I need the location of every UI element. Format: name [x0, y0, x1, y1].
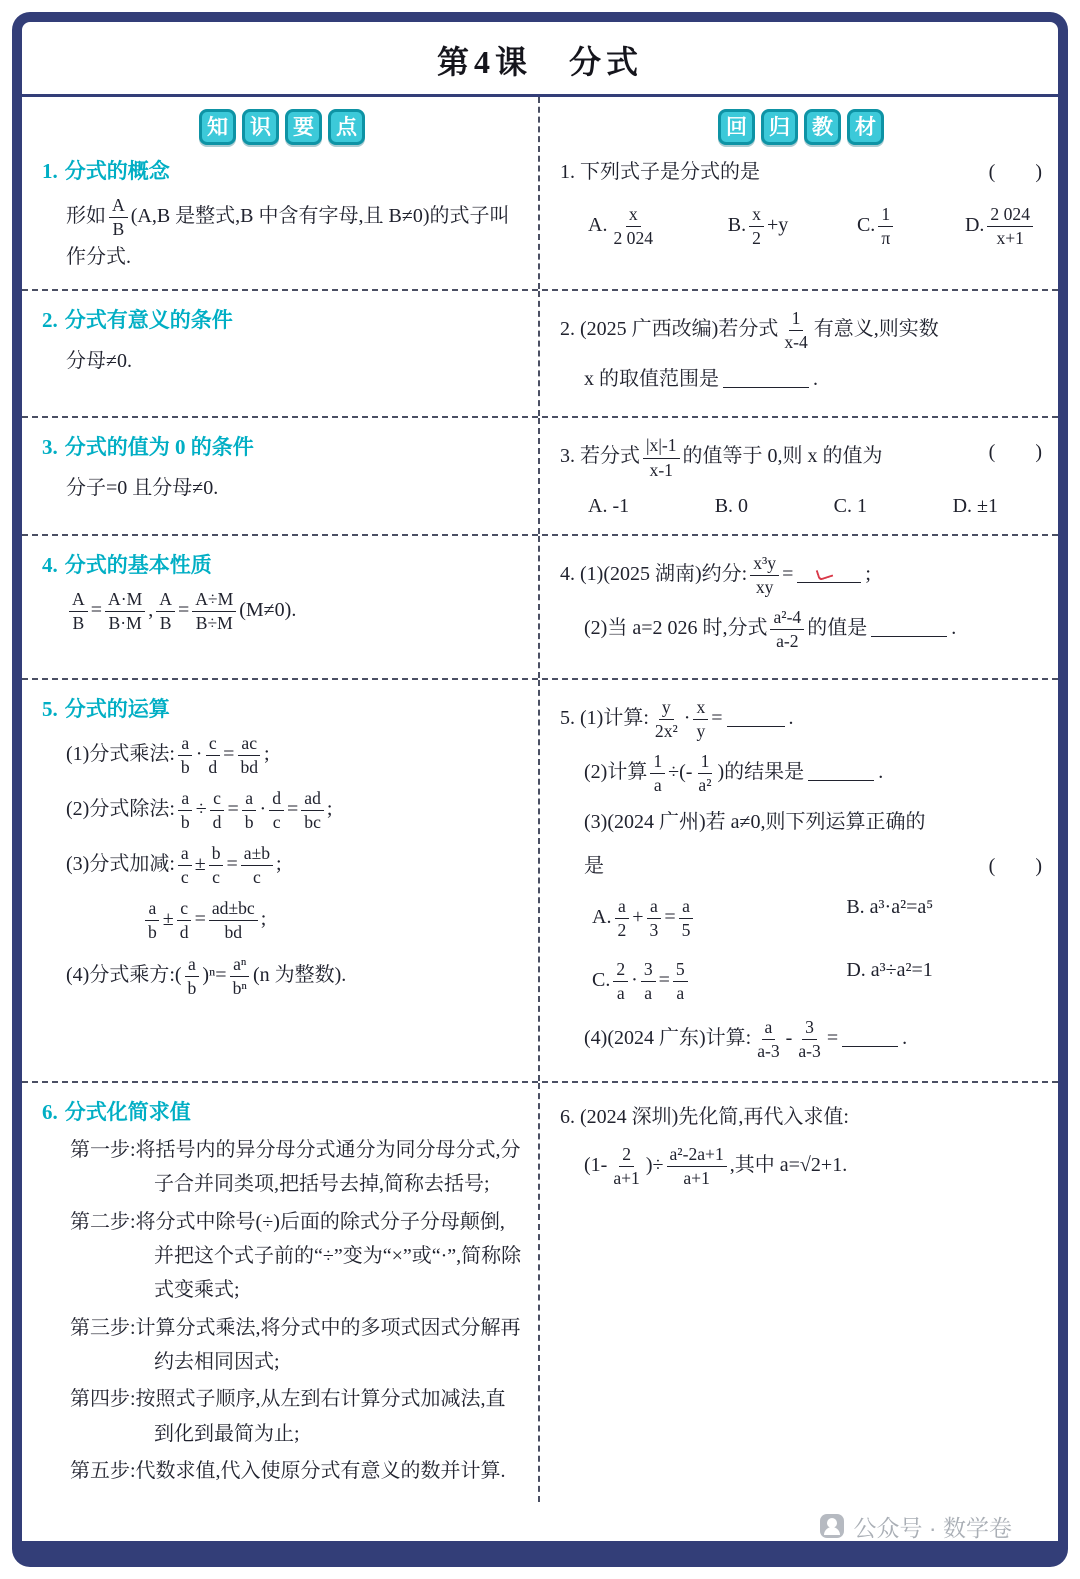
section-6-title [42, 1096, 522, 1126]
problem-2-line [584, 362, 1042, 397]
fraction: $\frac{x}{2}$ [749, 204, 764, 249]
answer-blank [808, 759, 874, 781]
option-d: D. ±1 [952, 494, 998, 517]
knowledge-cell-3 [22, 418, 540, 533]
fraction: $\frac{A\cdot M}{B\cdot M}$ [105, 589, 145, 634]
option-a: A. -1 [588, 494, 630, 517]
step-2: 第二步:将分式中除号(÷)后面的除式分子分母颠倒,并把这个式子前的“÷”变为“×”或“·”,简称除式变乘式; [70, 1210, 522, 1302]
problem-text: 1. 下列式子是分式的是 [560, 161, 760, 183]
answer-blank [797, 561, 861, 583]
knowledge-cell-1 [22, 97, 540, 289]
row-1 [22, 97, 1058, 289]
fraction: $\frac{y}{\text{2x²}}$ [654, 696, 678, 741]
fraction: $\frac{2}{a+1}$ [613, 1143, 640, 1188]
fraction: $\frac{c}{d}$ [210, 788, 225, 833]
fraction: $\frac{5}{a}$ [673, 959, 688, 1004]
fraction: $\frac{x}{y}$ [693, 697, 708, 742]
section-number: 4. [42, 552, 58, 577]
section-3-body: 分子=0 且分母≠0. [66, 477, 219, 500]
section-title-text: 分式的运算 [64, 696, 170, 721]
section-title-text: 分式有意义的条件 [64, 308, 233, 333]
answer-bracket: ( ) [988, 161, 1042, 183]
step-1: 第一步:将括号内的异分母分式通分为同分母分式,分子合并同类项,把括号去掉,简称去括号; [70, 1138, 521, 1196]
section-4-body: $\frac{A}{B}$ = $\frac{A\cdot M}{B\cdot M}$ , $\frac{A}{B}$ = $\frac{A\div M}{B\div M}$ (M≠0). [66, 589, 522, 634]
worksheet-frame [12, 12, 1068, 1567]
official-account-icon [820, 1514, 844, 1538]
badge-char: 点 [328, 109, 365, 145]
problem-cell-3 [540, 418, 1058, 533]
answer-bracket: ( ) [988, 441, 1042, 464]
badge-char: 知 [199, 109, 236, 145]
knowledge-cell-5 [22, 680, 540, 1081]
fraction: $\frac{ac}{bd}$ [237, 733, 261, 778]
fraction: $\frac{\text{x³y}}{xy}$ [750, 553, 779, 598]
option-a: A. $\frac{a}{2}$ + $\frac{a}{3}$ = $\frac{a}{5}$ [592, 896, 846, 941]
section-title-text: 分式的基本性质 [64, 552, 212, 577]
fraction: $\frac{1}{\pi}$ [878, 204, 893, 249]
problem-text: 4. (1)(2025 湖南)约分: $\frac{\text{x³y}}{xy}$ = ; [560, 552, 871, 597]
badge-char: 材 [847, 109, 884, 145]
problem-5-line [584, 1017, 1042, 1062]
fraction: $\frac{1}{a}$ [650, 751, 665, 796]
fraction: $\frac{b}{c}$ [209, 843, 224, 888]
problem-text: 6. (2024 深圳)先化简,再代入求值: [560, 1105, 849, 1128]
fraction: $\frac{\text{a²-2a+1}}{a+1}$ [667, 1144, 727, 1189]
problem-cell-2 [540, 291, 1058, 416]
problem-text: 5. (1)计算: $\frac{y}{\text{2x²}}$ · $\frac{x}{y}$ = . [560, 696, 794, 741]
problem-6-line [560, 1100, 1042, 1135]
fraction: $\frac{3}{a-3}$ [798, 1016, 821, 1061]
fraction: $\frac{A}{B}$ [69, 589, 88, 634]
problem-6-line [584, 1144, 1042, 1189]
problem-1-options [588, 204, 1036, 249]
fraction: $\frac{\text{aⁿ}}{\text{bⁿ}}$ [230, 954, 250, 999]
step-4: 第四步:按照式子顺序,从左到右计算分式加减法,直到化到最简为止; [70, 1388, 506, 1445]
section-3-title [42, 431, 522, 461]
problem-2-line [560, 308, 1042, 353]
fraction: $\frac{1}{\text{a²}}$ [698, 750, 712, 795]
section-number: 2. [42, 308, 58, 333]
formula-power: (4)分式乘方:( $\frac{a}{b}$ )ⁿ= $\frac{\text{aⁿ}}{\text{bⁿ}}$ (n 为整数). [66, 953, 347, 998]
row-5 [22, 678, 1058, 1081]
problem-5-line [584, 805, 1042, 840]
badge-char: 归 [761, 109, 798, 145]
footer-text: 公众号 · 数学卷 [853, 1514, 1012, 1541]
knowledge-cell-2 [22, 291, 540, 416]
step-5: 第五步:代数求值,代入使原分式有意义的数并计算. [70, 1460, 506, 1483]
problem-4-line [560, 553, 1042, 598]
section-number: 6. [42, 1099, 58, 1124]
badge-char: 要 [285, 109, 322, 145]
option-b: B. a³·a²=a⁵ [846, 896, 934, 919]
fraction: $\frac{a\pm b}{c}$ [241, 843, 273, 888]
fraction: $\frac{a}{b}$ [178, 733, 193, 778]
problem-text: 2. (2025 广西改编)若分式 $\frac{1}{x-4}$ 有意义,则实数 [560, 308, 939, 353]
step-3: 第三步:计算分式乘法,将分式中的多项式因式分解再约去相同因式; [70, 1316, 521, 1374]
footer [22, 1502, 1058, 1549]
fraction: $\frac{1}{x-4}$ [784, 308, 808, 353]
problem-text: 3. 若分式 $\frac{|x|-1}{x-1}$ 的值等于 0,则 x 的值为 [560, 435, 883, 480]
section-title-text: 分式的值为 0 的条件 [64, 435, 254, 460]
fraction: $\frac{c}{d}$ [205, 733, 220, 778]
option-b: B. 0 [714, 494, 749, 517]
fraction: $\frac{a}{b}$ [178, 788, 193, 833]
problem-cell-5 [540, 680, 1058, 1081]
fraction: $\frac{|x|-1}{x-1}$ [643, 435, 680, 480]
badge-char: 回 [718, 109, 755, 145]
fraction: $\frac{a}{3}$ [647, 896, 662, 941]
textbook-column-header [560, 109, 1042, 145]
fraction: $\frac{a}{a-3}$ [757, 1016, 780, 1061]
formula-divide: (2)分式除法: $\frac{a}{b}$ ÷ $\frac{c}{d}$ = $\frac{a}{b}$ · $\frac{d}{c}$ = $\frac{ad}{bc}$ ; [66, 787, 333, 832]
row-6 [22, 1081, 1058, 1502]
formula-add-subtract-general: $\frac{a}{b}$ ± $\frac{c}{d}$ = $\frac{ad\pm bc}{bd}$ ; [142, 898, 522, 943]
fraction: $\frac{ad}{bc}$ [301, 788, 324, 833]
knowledge-column-header [42, 109, 522, 145]
section-number: 3. [42, 435, 58, 460]
knowledge-cell-6 [22, 1083, 540, 1502]
problem-text: (3)(2024 广州)若 a≠0,则下列运算正确的 [584, 811, 926, 834]
problem-1-line [560, 155, 1042, 190]
fraction: $\frac{x}{2 024}$ [613, 204, 654, 249]
fraction: $\frac{a}{5}$ [679, 896, 694, 941]
problem-5-line [560, 697, 1042, 742]
fraction: $\frac{3}{a}$ [641, 959, 656, 1004]
answer-bracket: ( ) [988, 855, 1042, 878]
formula-add-subtract: (3)分式加减: $\frac{a}{c}$ ± $\frac{b}{c}$ = $\frac{a\pm b}{c}$ ; [66, 843, 282, 888]
section-2-body: 分母≠0. [66, 350, 132, 373]
fraction: $\frac{2 024}{x+1}$ [987, 204, 1033, 249]
row-4 [22, 534, 1058, 678]
problem-cell-6 [540, 1083, 1058, 1502]
fraction: $\frac{ad\pm bc}{bd}$ [209, 898, 258, 943]
problem-text: (2)当 a=2 026 时,分式 $\frac{\text{a²-4}}{a-2}$ 的值是 . [584, 606, 957, 651]
section-number: 5. [42, 696, 58, 721]
problem-5-line [584, 751, 1042, 796]
problem-text: (1- $\frac{2}{a+1}$ )÷ $\frac{\text{a²-2a+1}}{a+1}$ ,其中 a=√2+1. [584, 1143, 848, 1188]
section-4-title [42, 549, 522, 579]
answer-blank [723, 366, 809, 388]
formula-multiply: (1)分式乘法: $\frac{a}{b}$ · $\frac{c}{d}$ = $\frac{ac}{bd}$ ; [66, 732, 270, 777]
fraction: $\frac{d}{c}$ [269, 788, 284, 833]
badge-char: 识 [242, 109, 279, 145]
fraction: $\frac{a}{b}$ [242, 788, 257, 833]
answer-blank [871, 615, 947, 637]
row-3 [22, 416, 1058, 533]
problem-text: (4)(2024 广东)计算: $\frac{a}{a-3}$ - $\frac{3}{a-3}$ = . [584, 1016, 908, 1061]
problem-3-options [588, 495, 998, 518]
problem-5-line [584, 849, 1042, 884]
handwritten-red-mark [815, 566, 833, 581]
problem-text: (2)计算 $\frac{1}{a}$ ÷(- $\frac{1}{\text{a²}}$ )的结果是 . [584, 750, 884, 795]
fraction: $\frac{c}{d}$ [177, 898, 192, 943]
problem-5-options [592, 896, 1042, 1004]
fraction: $\frac{a}{c}$ [178, 843, 192, 888]
fraction: $\frac{a}{b}$ [145, 898, 160, 943]
section-1-title [42, 155, 522, 185]
problem-3-line [560, 435, 1042, 480]
fraction: $\frac{A\div M}{B\div M}$ [192, 589, 236, 634]
option-a: A. $\frac{x}{2 024}$ [588, 204, 659, 249]
problem-text: 是 [584, 855, 604, 878]
row-2 [22, 289, 1058, 416]
option-d: D. $\frac{2 024}{x+1}$ [965, 204, 1036, 249]
option-c: C. $\frac{2}{a}$ · $\frac{3}{a}$ = $\frac{5}{a}$ [592, 959, 846, 1004]
worksheet-grid [22, 97, 1058, 1502]
section-title-text: 分式的概念 [64, 159, 170, 183]
section-number: 1. [42, 159, 58, 183]
fraction: $\frac{A}{B}$ [156, 589, 175, 634]
fraction: $\frac{a}{b}$ [185, 954, 200, 999]
problem-cell-1 [540, 97, 1058, 289]
option-c: C. 1 [833, 494, 867, 517]
fraction: $\frac{A}{B}$ [109, 195, 128, 240]
section-5-title [42, 693, 522, 723]
page-title: 第4课 分式 [22, 22, 1058, 97]
option-b: B. $\frac{x}{2}$ +y [727, 204, 789, 249]
fraction: $\frac{2}{a}$ [613, 959, 628, 1004]
simplify-steps [70, 1133, 522, 1489]
fraction: $\frac{a}{2}$ [614, 896, 629, 941]
answer-blank [727, 705, 785, 727]
section-2-title [42, 304, 522, 334]
badge-char: 教 [804, 109, 841, 145]
option-d: D. a³÷a²=1 [846, 959, 933, 982]
problem-text: x 的取值范围是 . [584, 368, 818, 391]
option-c: C. $\frac{1}{\pi}$ [857, 204, 896, 249]
problem-cell-4 [540, 536, 1058, 678]
answer-blank [842, 1025, 898, 1047]
section-1-body: 形如 $\frac{A}{B}$ (A,B 是整式,B 中含有字母,且 B≠0)的式子叫作分式. [66, 195, 510, 269]
fraction: $\frac{\text{a²-4}}{a-2}$ [770, 607, 804, 652]
section-title-text: 分式化简求值 [64, 1099, 191, 1124]
knowledge-cell-4 [22, 536, 540, 678]
problem-4-line [584, 607, 1042, 652]
